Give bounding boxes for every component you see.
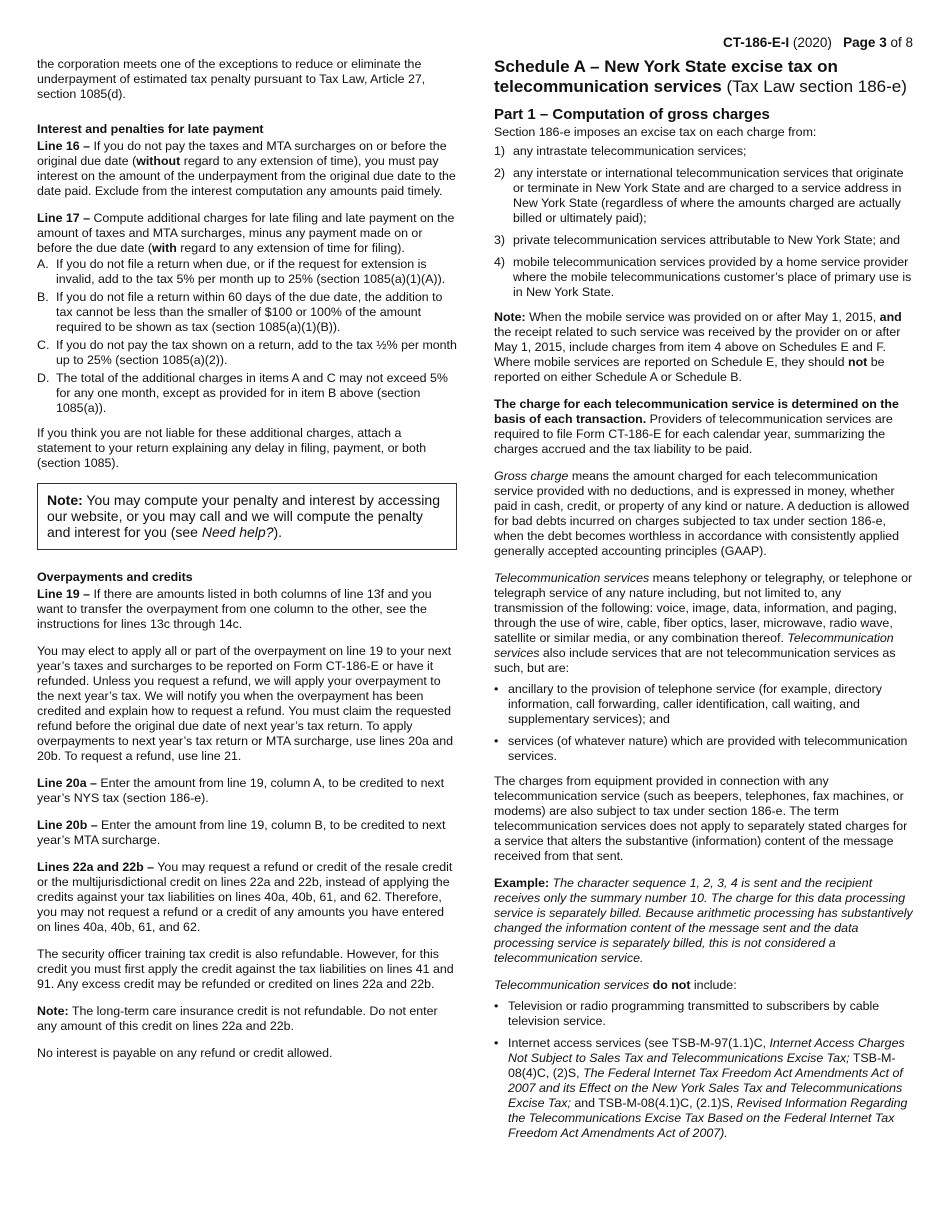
not-include-paragraph: Telecommunication services do not include: <box>494 978 737 992</box>
list-item: 4) mobile telecommunication services provided by a home service provider where the mobile telecommunications customer’s place of primary use is in New York State. <box>494 255 912 299</box>
security-paragraph: The security officer training tax credit is also refundable. However, for this credit you must first apply the credit against the tax liabilities on lines 41 and 91. Any excess credit may be refunded or credited on lines 22a and 22b. <box>37 947 454 991</box>
overpayments-heading: Overpayments and credits <box>37 570 193 584</box>
charge-basis-paragraph: The charge for each telecommunication service is determined on the basis of each transaction. Providers of telecommunication services are required to file Form CT-186-E for each calendar year, summarizing the charges accrued and the tax liability to be paid. <box>494 397 899 456</box>
form-year: (2020) <box>792 35 832 50</box>
included-services-list <box>494 682 914 764</box>
page-header <box>723 35 913 50</box>
page-label: Page <box>843 35 876 50</box>
form-number: CT-186-E-I <box>723 35 790 50</box>
elect-paragraph: You may elect to apply all or part of the overpayment on line 19 to your next year’s taxes and surcharges to be reported on Form CT-186-E or have it refunded. Unless you request a refund, we will apply your overpayment to the next year’s tax. We will notify you when the overpayment has been credited and explain how to request a refund. You must claim the requested refund before the original due date of next year’s tax return. To apply overpayments to next year’s tax return or MTA surcharge, use lines 20a and 20b. To request a refund, use line 21. <box>37 644 453 763</box>
not-liable-paragraph: If you think you are not liable for these additional charges, attach a statement to your return explaining any delay in filing, payment, or both (section 1085). <box>37 426 427 470</box>
part1-intro: Section 186-e imposes an excise tax on each charge from: <box>494 125 817 139</box>
line19-paragraph: Line 19 – If there are amounts listed in both columns of line 13f and you want to transfer the overpayment from one column to the other, see the instructions for lines 13c through 14c. <box>37 587 432 631</box>
additional-charges-list <box>37 257 457 416</box>
no-interest-paragraph: No interest is payable on any refund or credit allowed. <box>37 1046 333 1060</box>
list-item: C. If you do not pay the tax shown on a return, add to the tax ½% per month up to 25% (section 1085(a)(2)). <box>37 338 457 367</box>
list-item: 2) any interstate or international telecommunication services that originate or terminate in New York State and are charged to a service address in New York State (regardless of where the amounts charged are actually billed or ultimately paid); <box>494 166 904 225</box>
line17-paragraph: Line 17 – Compute additional charges for late filing and late payment on the amount of taxes and MTA surcharges, minus any payment made on or before the due date (with regard to any extension of time for filing). <box>37 211 455 255</box>
list-item: • ancillary to the provision of telephone service (for example, directory information, call forwarding, caller identification, call waiting, and supplementary services); and <box>494 682 914 727</box>
list-item: A. If you do not file a return when due, or if the request for extension is invalid, add to the tax 5% per month up to 25% (section 1085(a)(1)(A)). <box>37 257 446 286</box>
left-column <box>37 57 457 1073</box>
line20b-paragraph: Line 20b – Enter the amount from line 19, column B, to be credited to next year’s MTA surcharge. <box>37 818 446 847</box>
list-item: B. If you do not file a return within 60 days of the due date, the addition to tax cannot be less than the smaller of $100 or 100% of the amount required to be shown as tax (section 1085(a)(1)(B)). <box>37 290 443 334</box>
telecom-definition-paragraph: Telecommunication services means telephony or telegraphy, or telephone or telegraph service of any nature including, but not limited to, any transmission of the following: voice, image, data, information, and paging, through the use of wire, cable, fiber optics, laser, microwave, radio wave, satellite or similar media, or any combination thereof. Telecommunication services also include services that are not telecommunication services as such, but are: <box>494 571 913 675</box>
intro-paragraph: the corporation meets one of the exceptions to reduce or eliminate the underpayment of estimated tax penalty pursuant to Tax Law, Article 27, section 1085(d). <box>37 57 426 101</box>
equipment-paragraph: The charges from equipment provided in connection with any telecommunication service (such as beepers, telephones, fax machines, or modems) are also subject to tax under section 186-e. The term telecommunication services does not apply to separately stated charges for a service that alters the substantive (information) content of the message received from that sent. <box>494 774 908 863</box>
excluded-services-list <box>494 999 914 1141</box>
note-box: Note: You may compute your penalty and interest by accessing our website, or you may call and we will compute the penalty and interest for you (see Need help?). <box>37 483 457 550</box>
line20a-paragraph: Line 20a – Enter the amount from line 19, column A, to be credited to next year’s NYS tax (section 186-e). <box>37 776 445 805</box>
list-item: • Television or radio programming transmitted to subscribers by cable television service. <box>494 999 914 1029</box>
example-paragraph: Example: The character sequence 1, 2, 3, 4 is sent and the recipient receives only the summary number 10. The charge for this data processing service is separately billed. Because arithmetic processing has substantively changed the information content of the message sent and the data processing service is separately billed, this is not considered a telecommunication service. <box>494 876 913 965</box>
page-number: 3 <box>879 35 887 50</box>
schedule-a-title: Schedule A – New York State excise tax on telecommunication services (Tax Law section 186-e) <box>494 57 907 96</box>
page-of: of 8 <box>890 35 913 50</box>
gross-charge-paragraph: Gross charge means the amount charged for each telecommunication service provided with no deductions, and is expressed in money, whether paid in cash, credit, or property of any kind or nature. A deduction is allowed for bad debts incurred on charges subjected to tax under section 186-e, when the debt becomes worthless in accordance with consistently applied generally accepted accounting principles (GAAP). <box>494 469 910 558</box>
mobile-note-paragraph: Note: When the mobile service was provided on or after May 1, 2015, and the receipt related to such service was received by the provider on or after May 1, 2015, include charges from item 4 above on Schedules E and F. Where mobile services are reported on Schedule E, they should not be reported on either Schedule A or Schedule B. <box>494 310 902 384</box>
list-item: 3) private telecommunication services attributable to New York State; and <box>494 233 901 247</box>
list-item: • Internet access services (see TSB-M-97(1.1)C, Internet Access Charges Not Subject to Sales Tax and Telecommunications Excise Tax; TSB-M-08(4)C, (2)S, The Federal Internet Tax Freedom Act Amendments Act of 2007 and its Effect on the New York Sales Tax and Telecommunications Excise Tax; and TSB-M-08(4.1)C, (2.1)S, Revised Information Regarding the Telecommunications Excise Tax Based on the Federal Internet Tax Freedom Act Amendments Act of 2007). <box>494 1036 914 1141</box>
line22-paragraph: Lines 22a and 22b – You may request a refund or credit of the resale credit or the multijurisdictional credit on lines 22a and 22b, instead of applying the credits against your tax liabilities on lines 40a, 40b, 61, and 62. Therefore, you may not request a refund or a credit of any amounts you have entered on lines 40a, 40b, 61, and 62. <box>37 860 453 934</box>
list-item: D. The total of the additional charges in items A and C may not exceed 5% for any one month, except as provided for in item B above (section 1085(a)). <box>37 371 448 415</box>
charges-list <box>494 144 914 300</box>
line16-paragraph: Line 16 – If you do not pay the taxes and MTA surcharges on or before the original due date (without regard to any extension of time), you must pay interest on the amount of the underpayment from the original due date to the date paid. Exclude from the interest computation any amounts paid timely. <box>37 139 456 198</box>
part1-title: Part 1 – Computation of gross charges <box>494 106 770 123</box>
interest-heading: Interest and penalties for late payment <box>37 122 264 136</box>
right-column <box>494 57 914 1151</box>
note-ltc-paragraph: Note: The long-term care insurance credit is not refundable. Do not enter any amount of this credit on lines 22a and 22b. <box>37 1004 438 1033</box>
list-item: • services (of whatever nature) which are provided with telecommunication services. <box>494 734 914 764</box>
need-help-link: Need help? <box>201 524 274 540</box>
list-item: 1) any intrastate telecommunication services; <box>494 144 747 158</box>
